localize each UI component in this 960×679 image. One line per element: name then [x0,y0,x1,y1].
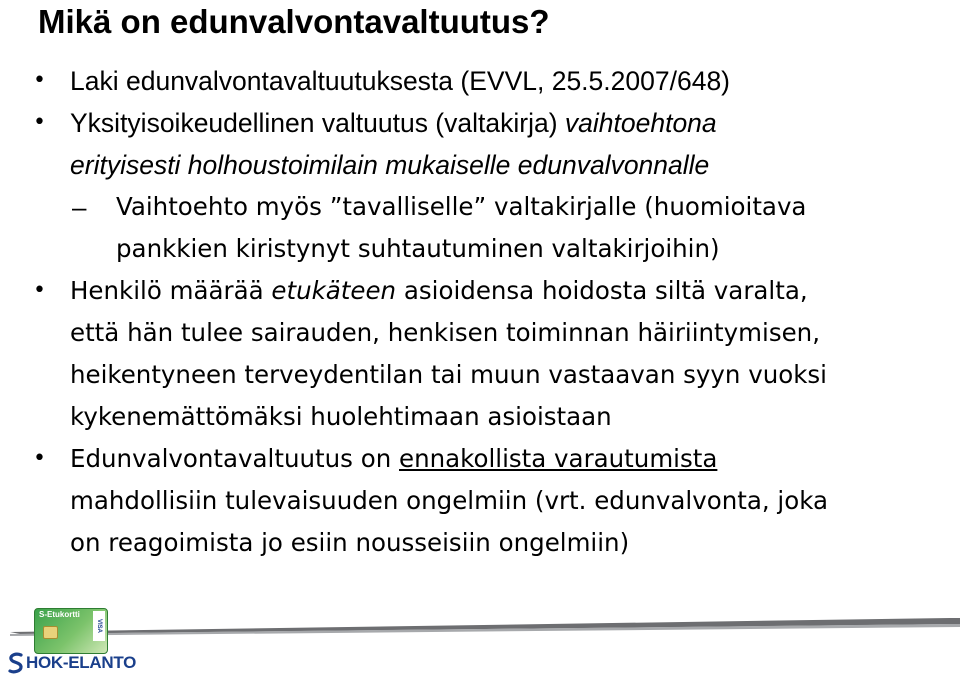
slide-title: Mikä on edunvalvontavaltuutus? [38,3,550,40]
hok-elanto-logo [8,652,136,674]
bullet-text: Laki edunvalvontavaltuutuksesta (EVVL, 25.5.2007/648) [70,66,731,96]
bullet-text-italic: erityisesti holhoustoimilain mukaiselle edunvalvonnalle [70,150,710,180]
bullet-text: on reagoimista jo esiin nousseisiin ongelmiin) [70,528,630,557]
sub-bullet-text: pankkien kiristynyt suhtautuminen valtakirjoihin) [116,234,720,263]
visa-logo: VISA [93,611,105,641]
bullet-text [70,438,960,480]
bullet-item [0,270,960,438]
bullet-text: että hän tulee sairauden, henkisen toiminnan häiriintymisen, [70,318,820,347]
bullet-text: kykenemättömäksi huolehtimaan asioistaan [70,402,612,431]
logo-text: HOK-ELANTO [26,653,137,672]
s-etukortti-card [34,608,108,654]
bullet-text-italic: vaihtoehtona [564,108,717,138]
bullet-text: mahdollisiin tulevaisuuden ongelmiin (vrt. edunvalvonta, joka [70,486,828,515]
bullet-dot-icon: • [33,68,46,93]
card-chip-icon [43,626,58,639]
bullet-item [0,102,960,186]
bullet-text [70,270,960,312]
bullet-dot-icon: • [33,446,46,471]
sub-bullet-item [0,186,960,270]
footer-swoosh-icon [10,614,960,636]
bullet-text-normal: asioidensa hoidosta siltä varalta, [396,276,808,305]
bullet-text-normal: Edunvalvontavaltuutus on [70,444,400,473]
bullet-text-normal: Yksityisoikeudellinen valtuutus (valtakirja) [70,108,565,138]
bullet-dot-icon: • [33,278,46,303]
bullet-item [0,438,960,564]
bullet-list [0,60,960,564]
card-label: S-Etukortti [39,610,80,619]
bullet-dot-icon: • [33,110,46,135]
bullet-text [70,102,960,144]
bullet-text: heikentyneen terveydentilan tai muun vastaavan syyn vuoksi [70,360,827,389]
dash-icon: – [72,192,87,222]
bullet-text-italic: etukäteen [271,276,397,305]
bullet-item [0,60,960,102]
bullet-text-underlined: ennakollista varautumista [399,444,718,473]
s-group-logo-icon [8,652,24,674]
bullet-text-normal: Henkilö määrää [70,276,272,305]
sub-bullet-text: Vaihtoehto myös ”tavalliselle” valtakirjalle (huomioitava [116,192,807,221]
footer-bar [10,614,960,636]
